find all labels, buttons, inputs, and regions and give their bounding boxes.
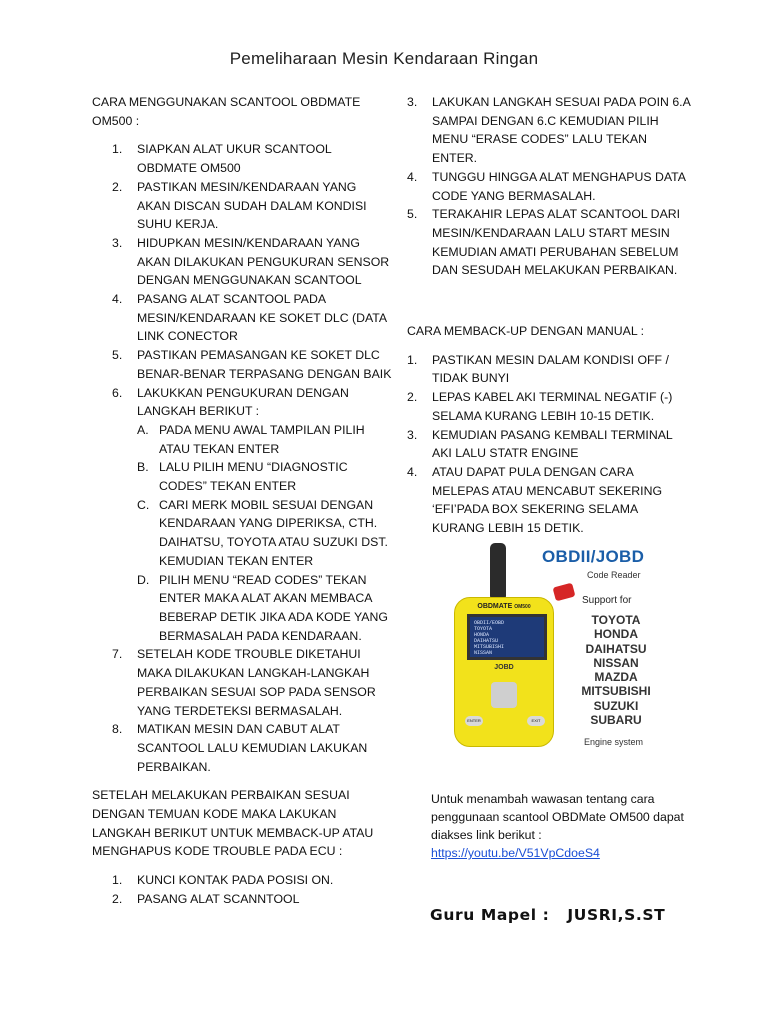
substep-a: A. PADA MENU AWAL TAMPILAN PILIH ATAU TEKAN ENTER	[137, 422, 365, 456]
manual-step-3: 3. KEMUDIAN PASANG KEMBALI TERMINAL AKI LALU STATR ENGINE	[407, 427, 673, 461]
right-column	[407, 93, 692, 538]
step-8: 8. MATIKAN MESIN DAN CABUT ALAT SCANTOOL LALU KEMUDIAN LAKUKAN PERBAIKAN.	[112, 722, 368, 774]
connector-icon	[553, 583, 576, 602]
after-repair-intro: SETELAH MELAKUKAN PERBAIKAN SESUAI DENGAN TEMUAN KODE MAKA LAKUKAN LANGKAH BERIKUT UNTUK MEMBACK-UP ATAU MENGHAPUS KODE TROUBLE PADA ECU :	[92, 788, 374, 859]
step-4: 4. PASANG ALAT SCANTOOL PADA MESIN/KENDARAAN KE SOKET DLC (DATA LINK CONECTOR	[112, 292, 387, 344]
erase-step-3: 3. LAKUKAN LANGKAH SESUAI PADA POIN 6.A SAMPAI DENGAN 6.C KEMUDIAN PILIH MENU “ERASE CODES” LALU TEKAN ENTER.	[407, 95, 691, 166]
page-title: Pemeliharaan Mesin Kendaraan Ringan	[229, 49, 539, 68]
erase-steps-left	[112, 871, 392, 908]
erase-step-2: 2. PASANG ALAT SCANNTOOL	[112, 891, 300, 906]
substep-c: C. CARI MERK MOBIL SESUAI DENGAN KENDARAAN YANG DIPERIKSA, CTH. DAIHATSU, TOYOTA ATAU SUZUKI DST. KEMUDIAN TEKAN ENTER	[137, 497, 388, 568]
step-6-substeps	[137, 421, 392, 645]
device-screen	[467, 614, 547, 660]
supported-makes: TOYOTA HONDA DAIHATSU NISSAN MAZDA MITSUBISHI SUZUKI SUBARU	[581, 613, 651, 728]
erase-step-5: 5. TERAKAHIR LEPAS ALAT SCANTOOL DARI MESIN/KENDARAAN LALU START MESIN KEMUDIAN AMATI PERUBAHAN SEBELUM DAN SESUDAH MELAKUKAN PERBAIKAN.	[407, 207, 681, 278]
dpad-icon	[491, 682, 517, 708]
screen-text: OBDII/EOBD TOYOTA HONDA DAIHATSU MITSUBISHI NISSAN	[474, 620, 505, 656]
step-2: 2. PASTIKAN MESIN/KENDARAAN YANG AKAN DISCAN SUDAH DALAM KONDISI SUHU KERJA.	[112, 179, 367, 232]
exit-button-icon: EXIT	[527, 716, 545, 726]
step-6: 6. LAKUKKAN PENGUKURAN DENGAN LANGKAH BERIKUT : A. PADA MENU AWAL TAMPILAN PILIH ATAU TEKAN ENTER B. LALU PILIH MENU “DIAGNOSTIC CODES” TEKAN ENTER C. CARI MERK MOBIL SESUAI DENGAN KENDARAAN YANG DIPERIKSA, CTH. DAIHATSU, TOYOTA ATAU SUZUKI DST. KEMUDIAN TEKAN ENTER D. PILIH MENU “READ CODES” TEKAN ENTER MAKA ALAT AKAN MEMBACA BEBERAP DETIK JIKA ADA KODE YANG BERMASALAH PADA KENDARAAN.	[112, 384, 392, 646]
step-7: 7. SETELAH KODE TROUBLE DIKETAHUI MAKA DILAKUKAN LANGKAH-LANGKAH PERBAIKAN SESUAI SOP PADA SENSOR YANG TERDETEKSI BERMASALAH.	[112, 647, 376, 718]
manual-intro: CARA MEMBACK-UP DENGAN MANUAL :	[407, 324, 645, 339]
left-column	[92, 93, 392, 909]
step-3: 3. HIDUPKAN MESIN/KENDARAAN YANG AKAN DILAKUKAN PENGUKURAN SENSOR DENGAN MENGGUNAKAN SCANTOOL	[112, 235, 390, 288]
device-label: OBDMATE OM500	[477, 603, 531, 610]
scantool-product-image	[432, 537, 674, 777]
product-subtitle: Code Reader	[587, 570, 641, 580]
step-1: 1. SIAPKAN ALAT UKUR SCANTOOL OBDMATE OM500	[112, 142, 332, 176]
step-5: 5. PASTIKAN PEMASANGAN KE SOKET DLC BENAR-BENAR TERPASANG DENGAN BAIK	[112, 348, 392, 381]
usage-steps	[112, 140, 392, 776]
manual-step-2: 2. LEPAS KABEL AKI TERMINAL NEGATIF (-) SELAMA KURANG LEBIH 10-15 DETIK.	[407, 390, 673, 423]
youtube-link[interactable]: https://youtu.be/V51VpCdoeS4	[431, 846, 600, 860]
usage-intro: CARA MENGGUNAKAN SCANTOOL OBDMATE OM500 :	[92, 95, 361, 128]
manual-step-4: 4. ATAU DAPAT PULA DENGAN CARA MELEPAS ATAU MENCABUT SEKERING ‘EFI’PADA BOX SEKERING SELAMA KURANG LEBIH 15 DETIK.	[407, 464, 663, 536]
link-description: Untuk menambah wawasan tentang cara penggunaan scantool OBDMate OM500 dapat diakses link berikut :	[431, 792, 684, 842]
erase-step-1: 1. KUNCI KONTAK PADA POSISI ON.	[112, 873, 334, 888]
jobd-label: JOBD	[494, 664, 514, 671]
erase-step-4: 4. TUNGGU HINGGA ALAT MENGHAPUS DATA CODE YANG BERMASALAH.	[407, 169, 686, 203]
engine-system-label: Engine system	[584, 737, 644, 747]
scantool-device	[454, 597, 554, 747]
enter-button-icon: ENTER	[465, 716, 483, 726]
manual-step-1: 1. PASTIKAN MESIN DALAM KONDISI OFF / TIDAK BUNYI	[407, 352, 669, 386]
product-brand: OBDII/JOBD	[542, 547, 645, 566]
manual-steps	[407, 351, 692, 538]
substep-b: B. LALU PILIH MENU “DIAGNOSTIC CODES” TEKAN ENTER	[137, 460, 348, 494]
substep-d: D. PILIH MENU “READ CODES” TEKAN ENTER MAKA ALAT AKAN MEMBACA BEBERAP DETIK JIKA ADA KODE YANG BERMASALAH PADA KENDARAAN.	[137, 572, 388, 643]
support-label: Support for	[582, 595, 632, 606]
teacher-credit: Guru Mapel : JUSRI,S.ST	[430, 906, 666, 924]
link-paragraph	[431, 790, 691, 862]
erase-steps-right	[407, 93, 692, 280]
obd-cable	[490, 543, 506, 601]
